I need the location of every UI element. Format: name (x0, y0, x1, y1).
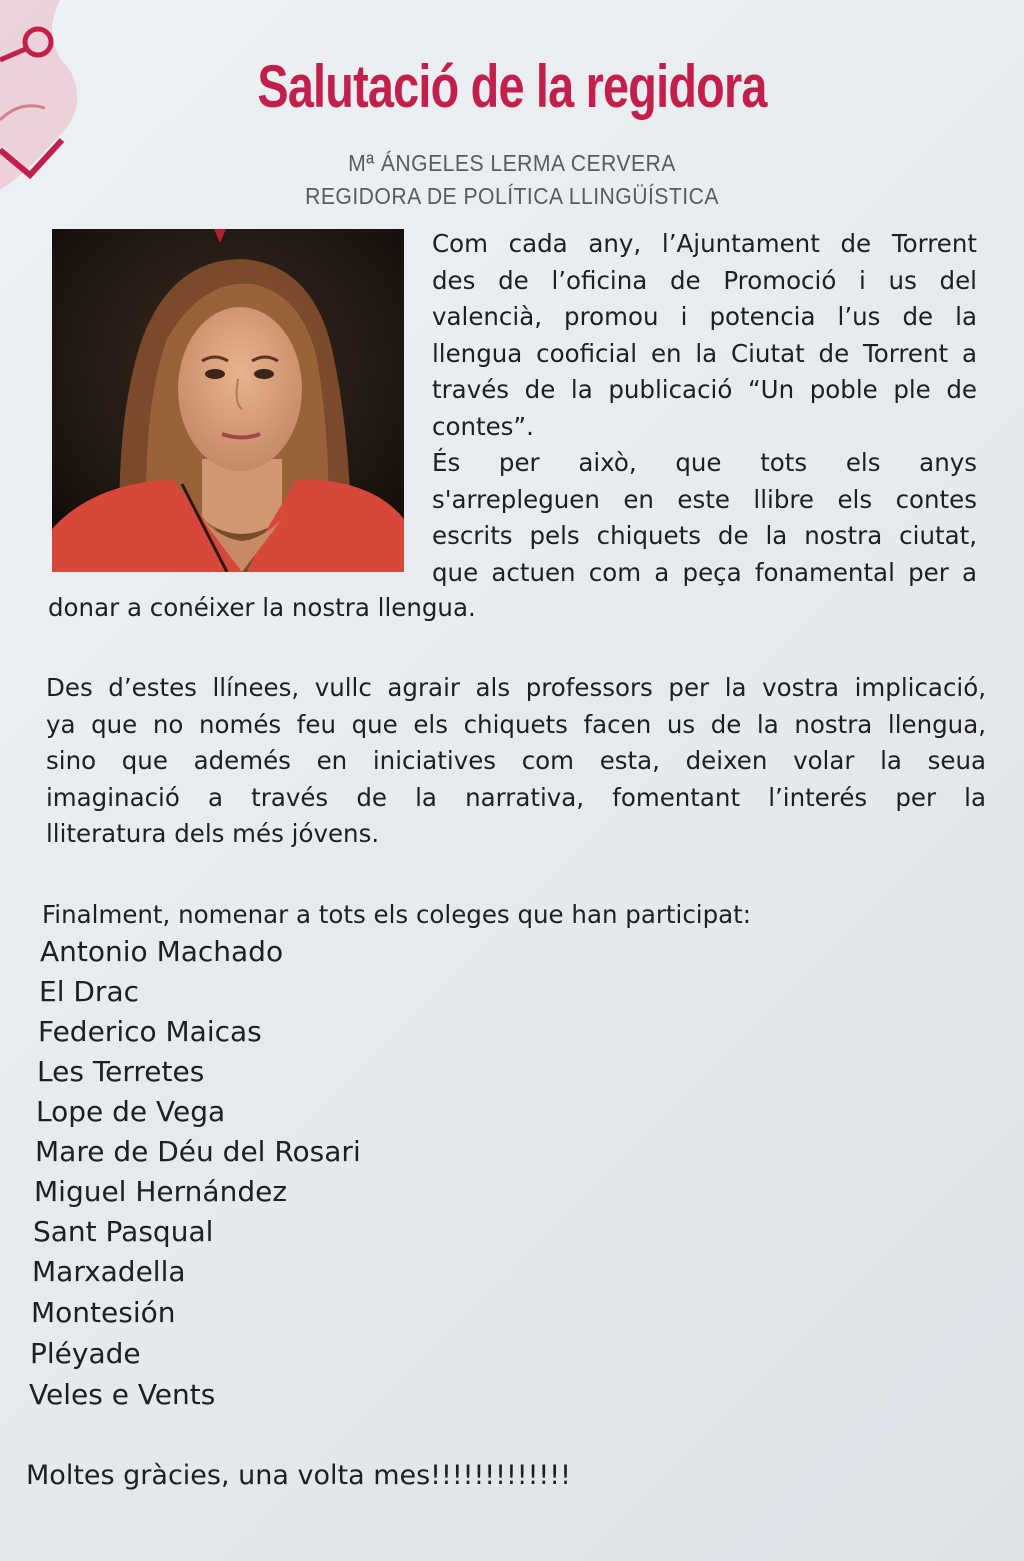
school-item: Marxadella (32, 1255, 186, 1288)
paragraph-line: Des d’estes llínees, vullc agrair als professors per la vostra implicació, (46, 673, 986, 702)
paragraph-line: través de la publicació “Un poble ple de (432, 375, 977, 404)
paragraph-line: sino que ademés en iniciatives com esta, deixen volar la seua (46, 746, 986, 775)
school-item: El Drac (39, 975, 139, 1008)
school-item: Les Terretes (37, 1055, 205, 1088)
author-name: Mª ÁNGELES LERMA CERVERA (348, 150, 676, 176)
school-item: Montesión (31, 1296, 176, 1329)
school-item: Veles e Vents (29, 1378, 216, 1411)
paragraph-line: imaginació a través de la narrativa, fomentant l’interés per la (46, 782, 986, 812)
closing-text: Moltes gràcies, una volta mes!!!!!!!!!!!!! (26, 1460, 571, 1491)
paragraph-line: lliteratura dels més jóvens. (46, 819, 380, 848)
school-item: Sant Pasqual (33, 1215, 214, 1248)
paragraph-line: Com cada any, l’Ajuntament de Torrent (432, 229, 977, 258)
paragraph-intro-tail: donar a conéixer la nostra llengua. (48, 593, 476, 622)
school-item: Mare de Déu del Rosari (35, 1135, 361, 1168)
paragraph-line: valencià, promou i potencia l’us de la (432, 302, 977, 331)
paragraph-line: És per això, que tots els anys (432, 448, 977, 477)
portrait-photo (52, 229, 404, 572)
school-item: Pléyade (30, 1337, 141, 1370)
paragraph-line: s'arrepleguen en este llibre els contes (432, 484, 977, 514)
paragraph-line: des de l’oficina de Promoció i us del (432, 265, 977, 295)
schools-intro: Finalment, nomenar a tots els coleges que han participat: (42, 900, 752, 929)
author-role: REGIDORA DE POLÍTICA LLINGÜÍSTICA (305, 183, 719, 209)
paragraph-line: que actuen com a peça fonamental per a (432, 557, 977, 587)
page-title: Salutació de la regidora (257, 53, 767, 120)
paragraph-line: llengua cooficial en la Ciutat de Torrent a (432, 338, 977, 368)
paragraph-line: escrits pels chiquets de la nostra ciutat, (432, 521, 977, 550)
school-item: Miguel Hernández (34, 1175, 288, 1208)
paragraph-thanks (46, 670, 986, 853)
school-item: Federico Maicas (38, 1015, 262, 1048)
paragraph-line: contes”. (432, 411, 534, 441)
school-item: Lope de Vega (36, 1095, 226, 1128)
paragraph-line: ya que no només feu que els chiquets facen us de la nostra llengua, (46, 709, 986, 739)
school-item: Antonio Machado (40, 935, 284, 968)
paragraph-intro (432, 226, 977, 591)
